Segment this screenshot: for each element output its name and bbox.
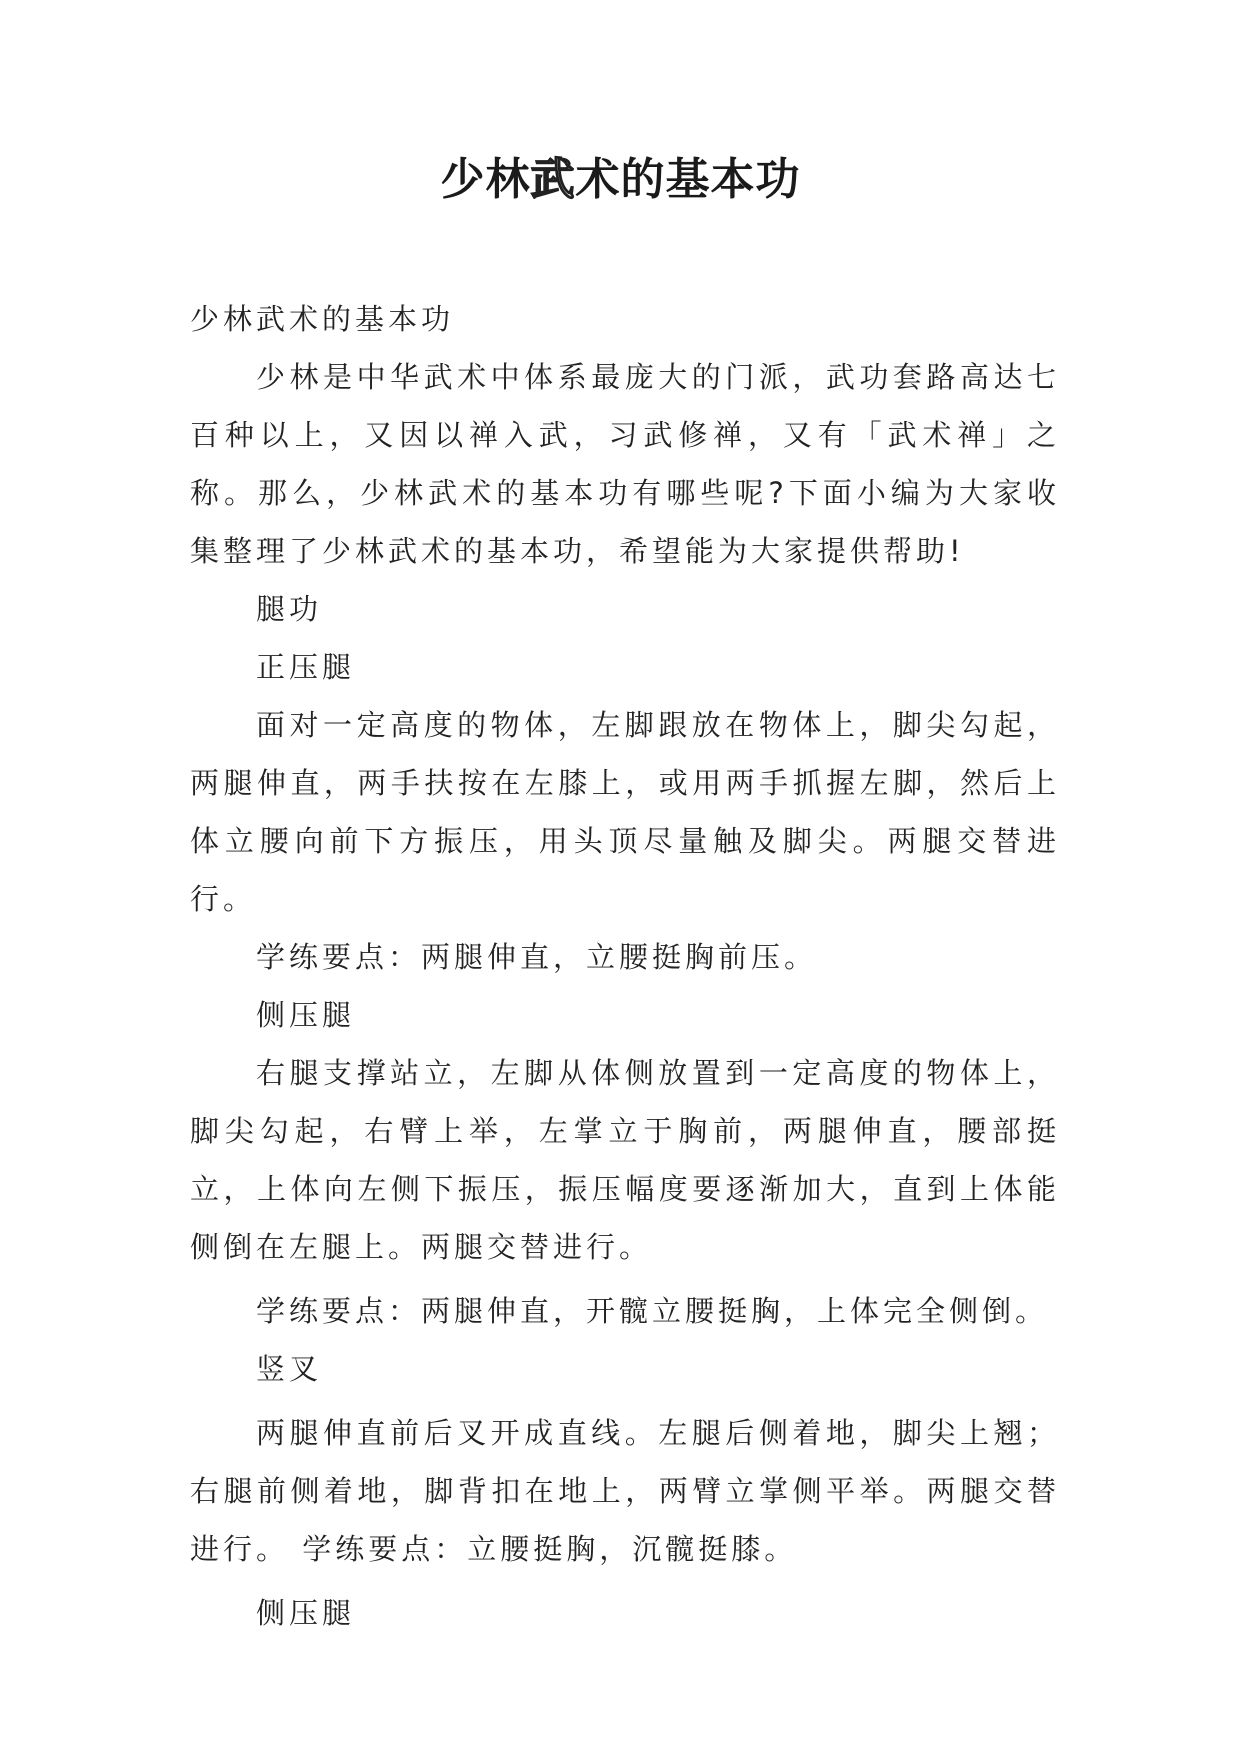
subsection-heading: 竖叉 bbox=[256, 1352, 323, 1386]
document-body bbox=[190, 290, 1060, 1642]
document-title bbox=[0, 150, 1241, 210]
key-points: 学练要点：两腿伸直，立腰挺胸前压。 bbox=[256, 940, 818, 974]
key-points: 学练要点：两腿伸直，开髋立腰挺胸，上体完全侧倒。 bbox=[256, 1294, 1049, 1328]
body-paragraph: 少林武术的基本功 bbox=[190, 302, 455, 336]
body-paragraph: 面对一定高度的物体，左脚跟放在物体上，脚尖勾起，两腿伸直，两手扶按在左膝上，或用两手抓握左脚，然后上体立腰向前下方振压，用头顶尽量触及脚尖。两腿交替进行。 bbox=[190, 708, 1060, 916]
body-paragraph: 两腿伸直前后叉开成直线。左腿后侧着地，脚尖上翘；右腿前侧着地，脚背扣在地上，两臂立掌侧平举。两腿交替进行。 学练要点：立腰挺胸，沉髋挺膝。 bbox=[190, 1416, 1060, 1566]
title-highlight: 武 bbox=[530, 154, 576, 205]
subsection-heading: 侧压腿 bbox=[256, 998, 356, 1032]
section-heading: 腿功 bbox=[256, 592, 323, 626]
title-part-2: 术的基本功 bbox=[575, 154, 801, 205]
subsection-heading: 正压腿 bbox=[256, 650, 356, 684]
subsection-heading: 侧压腿 bbox=[256, 1596, 356, 1630]
title-part-1: 少林 bbox=[440, 154, 531, 205]
body-paragraph: 右腿支撑站立，左脚从体侧放置到一定高度的物体上，脚尖勾起，右臂上举，左掌立于胸前，两腿伸直，腰部挺立，上体向左侧下振压，振压幅度要逐渐加大，直到上体能侧倒在左腿上。两腿交替进行。 bbox=[190, 1056, 1060, 1264]
body-paragraph: 少林是中华武术中体系最庞大的门派，武功套路高达七百种以上，又因以禅入武，习武修禅，又有「武术禅」之称。那么，少林武术的基本功有哪些呢?下面小编为大家收集整理了少林武术的基本功，希望能为大家提供帮助! bbox=[190, 360, 1060, 568]
